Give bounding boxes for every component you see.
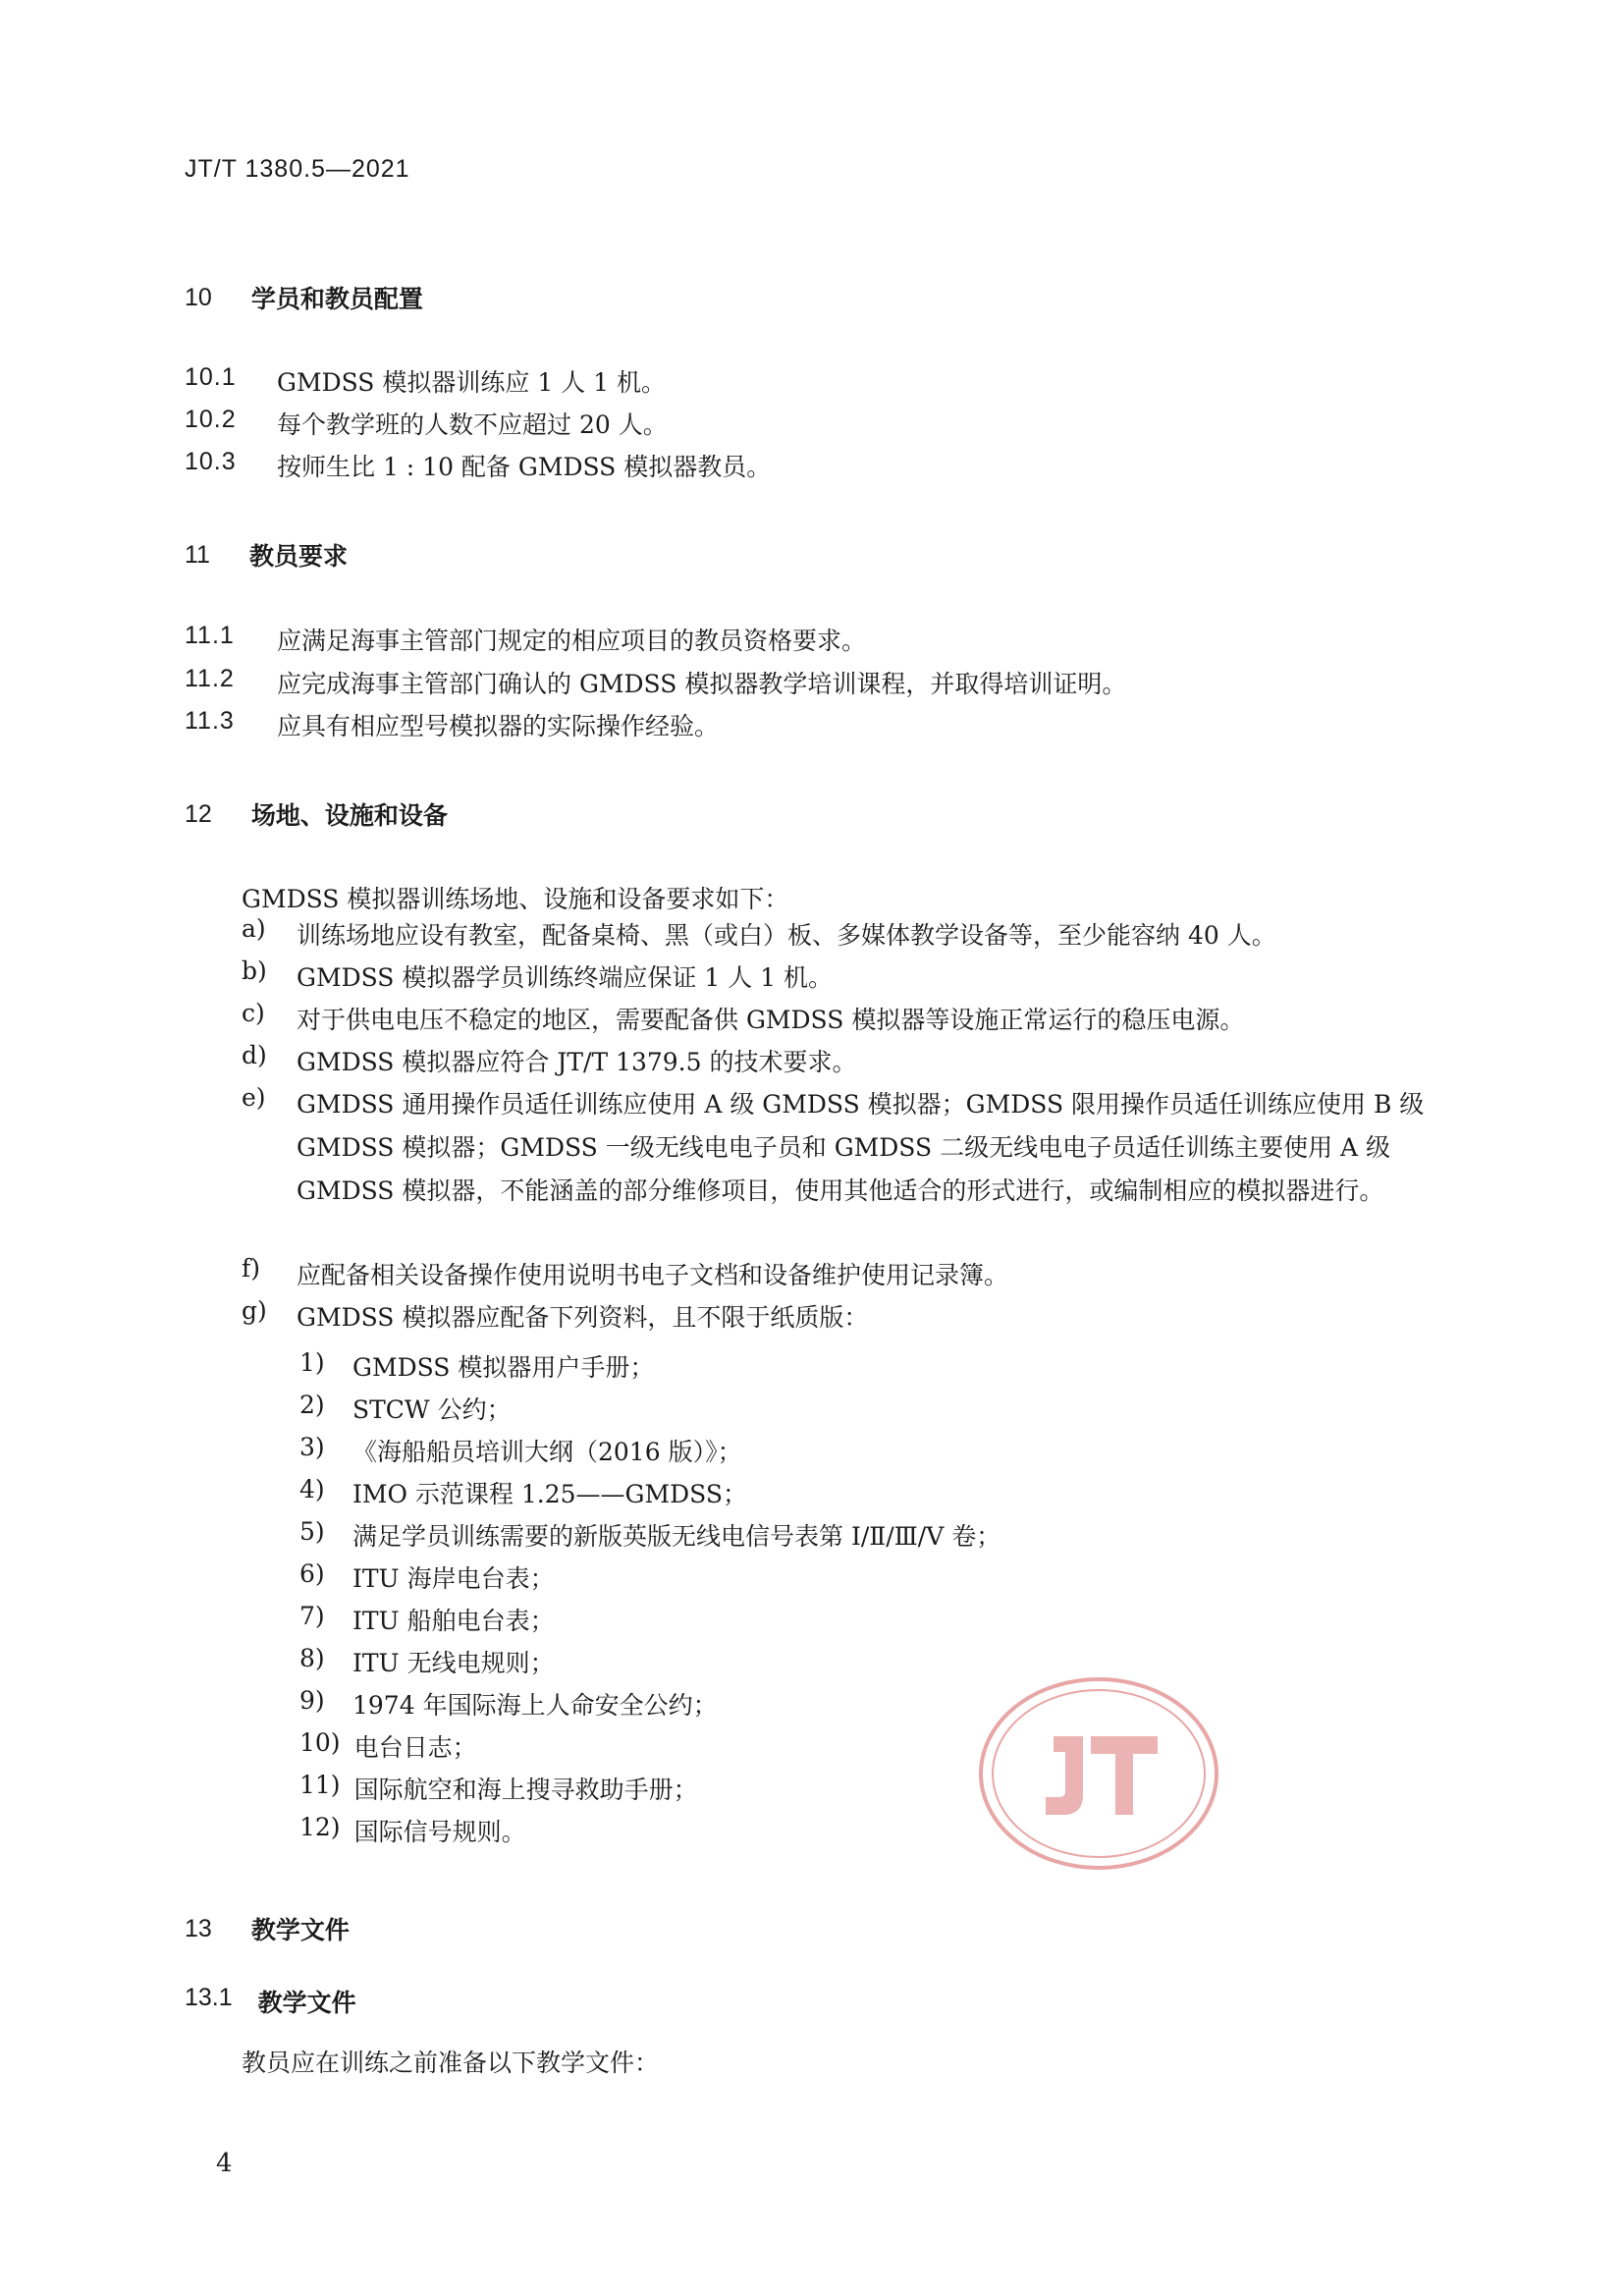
- stamp-letter-j: [1046, 1736, 1083, 1815]
- sub-label: 9): [299, 1686, 325, 1715]
- sub-text: 《海船船员培训大纲（2016 版）》；: [352, 1438, 742, 1466]
- section-12-intro: GMDSS 模拟器训练场地、设施和设备要求如下：: [242, 885, 789, 913]
- document-header: JT/T 1380.5—2021: [185, 155, 410, 183]
- sublist-item-4: [299, 1475, 747, 1510]
- sub-label: 7): [299, 1602, 325, 1630]
- section-11-heading: [185, 537, 348, 573]
- list-item-e: [242, 1083, 1449, 1213]
- page-number: 4: [216, 2149, 233, 2178]
- sub-label: 8): [299, 1644, 325, 1672]
- item-label: d): [242, 1041, 267, 1069]
- sub-text: IMO 示范课程 1.25——GMDSS；: [352, 1480, 747, 1508]
- section-10-heading: [185, 280, 423, 315]
- item-label: f): [242, 1254, 261, 1283]
- sub-label: 3): [299, 1433, 325, 1461]
- section-number: 11: [185, 540, 210, 569]
- section-number: 13: [185, 1914, 212, 1942]
- section-number: 13.1: [185, 1984, 233, 2011]
- list-item-b: [242, 957, 1449, 1000]
- item-text: 训练场地应设有教室，配备桌椅、黑（或白）板、多媒体教学设备等，至少能容纳 40 人。: [297, 921, 1276, 950]
- item-text: 对于供电电压不稳定的地区，需要配备供 GMDSS 模拟器等设施正常运行的稳压电源。: [297, 1006, 1245, 1034]
- sub-text: 1974 年国际海上人命安全公约；: [352, 1691, 718, 1720]
- list-item-c: [242, 999, 1449, 1042]
- item-label: a): [242, 914, 266, 943]
- clause-number: 11.2: [185, 665, 235, 692]
- section-title: 教学文件: [250, 1916, 350, 1944]
- list-item-g: [242, 1296, 1449, 1339]
- sublist-item-8: [299, 1644, 555, 1679]
- list-item-f: [242, 1254, 1449, 1297]
- sublist-item-12: [299, 1813, 526, 1848]
- item-label: g): [242, 1296, 267, 1325]
- sublist-item-7: [299, 1602, 555, 1637]
- clause-text: GMDSS 模拟器训练应 1 人 1 机。: [277, 368, 666, 397]
- item-text: GMDSS 模拟器学员训练终端应保证 1 人 1 机。: [297, 963, 833, 992]
- clause-10-1: [185, 363, 666, 399]
- sublist-item-9: [299, 1686, 718, 1722]
- sub-text: 电台日志；: [353, 1733, 477, 1762]
- list-item-a: [242, 914, 1449, 957]
- clause-text: 每个教学班的人数不应超过 20 人。: [277, 410, 668, 439]
- item-text: GMDSS 模拟器应配备下列资料，且不限于纸质版：: [297, 1303, 869, 1332]
- section-12-heading: [185, 796, 448, 832]
- clause-11-3: [185, 707, 719, 742]
- sub-text: ITU 海岸电台表；: [352, 1564, 555, 1593]
- sublist-item-6: [299, 1559, 555, 1595]
- list-item-d: [242, 1041, 1449, 1084]
- sublist-item-10: [299, 1728, 477, 1764]
- item-label: b): [242, 957, 267, 985]
- sublist-item-3: [299, 1433, 742, 1468]
- sub-label: 6): [299, 1559, 325, 1588]
- section-number: 12: [185, 799, 212, 828]
- clause-number: 11.1: [185, 622, 235, 649]
- sub-text: 国际信号规则。: [353, 1818, 526, 1846]
- sub-label: 2): [299, 1391, 325, 1419]
- section-title: 教学文件: [257, 1989, 356, 2017]
- section-title: 学员和教员配置: [250, 285, 423, 313]
- sub-label: 4): [299, 1475, 325, 1503]
- section-number: 10: [185, 283, 212, 311]
- sublist-item-5: [299, 1517, 1001, 1553]
- stamp-outer-ring: [981, 1679, 1217, 1868]
- clause-11-2: [185, 665, 1126, 700]
- item-text: GMDSS 模拟器应符合 JT/T 1379.5 的技术要求。: [297, 1048, 857, 1076]
- sub-label: 1): [299, 1348, 325, 1377]
- sub-text: STCW 公约；: [352, 1395, 512, 1424]
- clause-10-3: [185, 448, 771, 483]
- sublist-item-11: [299, 1771, 698, 1806]
- sub-text: 满足学员训练需要的新版英版无线电信号表第 Ⅰ/Ⅱ/Ⅲ/Ⅴ 卷；: [352, 1522, 1001, 1551]
- jt-stamp-watermark: [977, 1675, 1220, 1872]
- item-text: GMDSS 通用操作员适任训练应使用 A 级 GMDSS 模拟器；GMDSS 限用操作员适任训练应使用 B 级 GMDSS 模拟器；GMDSS 一级无线电电子员和 GMDSS 二级无线电电子员适任训练主要使用 A 级 GMDSS 模拟器，不能涵盖的部分维修项目，使用其他适合的形式进行，或编制相应的模拟器进行。: [297, 1090, 1425, 1205]
- item-text: 应配备相关设备操作使用说明书电子文档和设备维护使用记录簿。: [297, 1261, 1009, 1289]
- clause-text: 应满足海事主管部门规定的相应项目的教员资格要求。: [277, 627, 867, 655]
- section-title: 教员要求: [248, 542, 348, 571]
- sub-text: ITU 无线电规则；: [352, 1649, 555, 1677]
- sub-label: 12): [299, 1813, 341, 1841]
- clause-text: 应具有相应型号模拟器的实际操作经验。: [277, 712, 720, 740]
- sublist-item-2: [299, 1391, 512, 1426]
- clause-11-1: [185, 622, 866, 657]
- section-title: 场地、设施和设备: [250, 801, 448, 830]
- clause-10-2: [185, 406, 668, 441]
- stamp-inner-ring: [993, 1690, 1205, 1857]
- clause-text: 应完成海事主管部门确认的 GMDSS 模拟器教学培训课程，并取得培训证明。: [277, 670, 1127, 698]
- clause-number: 10.2: [185, 406, 237, 433]
- section-13-1-intro: 教员应在训练之前准备以下教学文件：: [242, 2049, 660, 2077]
- item-label: e): [242, 1083, 266, 1112]
- sub-label: 11): [299, 1771, 341, 1799]
- sub-text: GMDSS 模拟器用户手册；: [352, 1353, 655, 1382]
- section-13-heading: [185, 1911, 350, 1946]
- stamp-letter-t: [1091, 1736, 1158, 1815]
- sub-text: 国际航空和海上搜寻救助手册；: [353, 1776, 698, 1804]
- sub-label: 5): [299, 1517, 325, 1546]
- sub-label: 10): [299, 1728, 341, 1757]
- sub-text: ITU 船舶电台表；: [352, 1607, 555, 1635]
- clause-number: 10.1: [185, 363, 237, 391]
- clause-number: 10.3: [185, 448, 237, 475]
- clause-text: 按师生比 1 : 10 配备 GMDSS 模拟器教员。: [277, 453, 772, 481]
- section-13-1-heading: [185, 1984, 356, 2019]
- item-label: c): [242, 999, 265, 1027]
- sublist-item-1: [299, 1348, 654, 1384]
- clause-number: 11.3: [185, 707, 235, 735]
